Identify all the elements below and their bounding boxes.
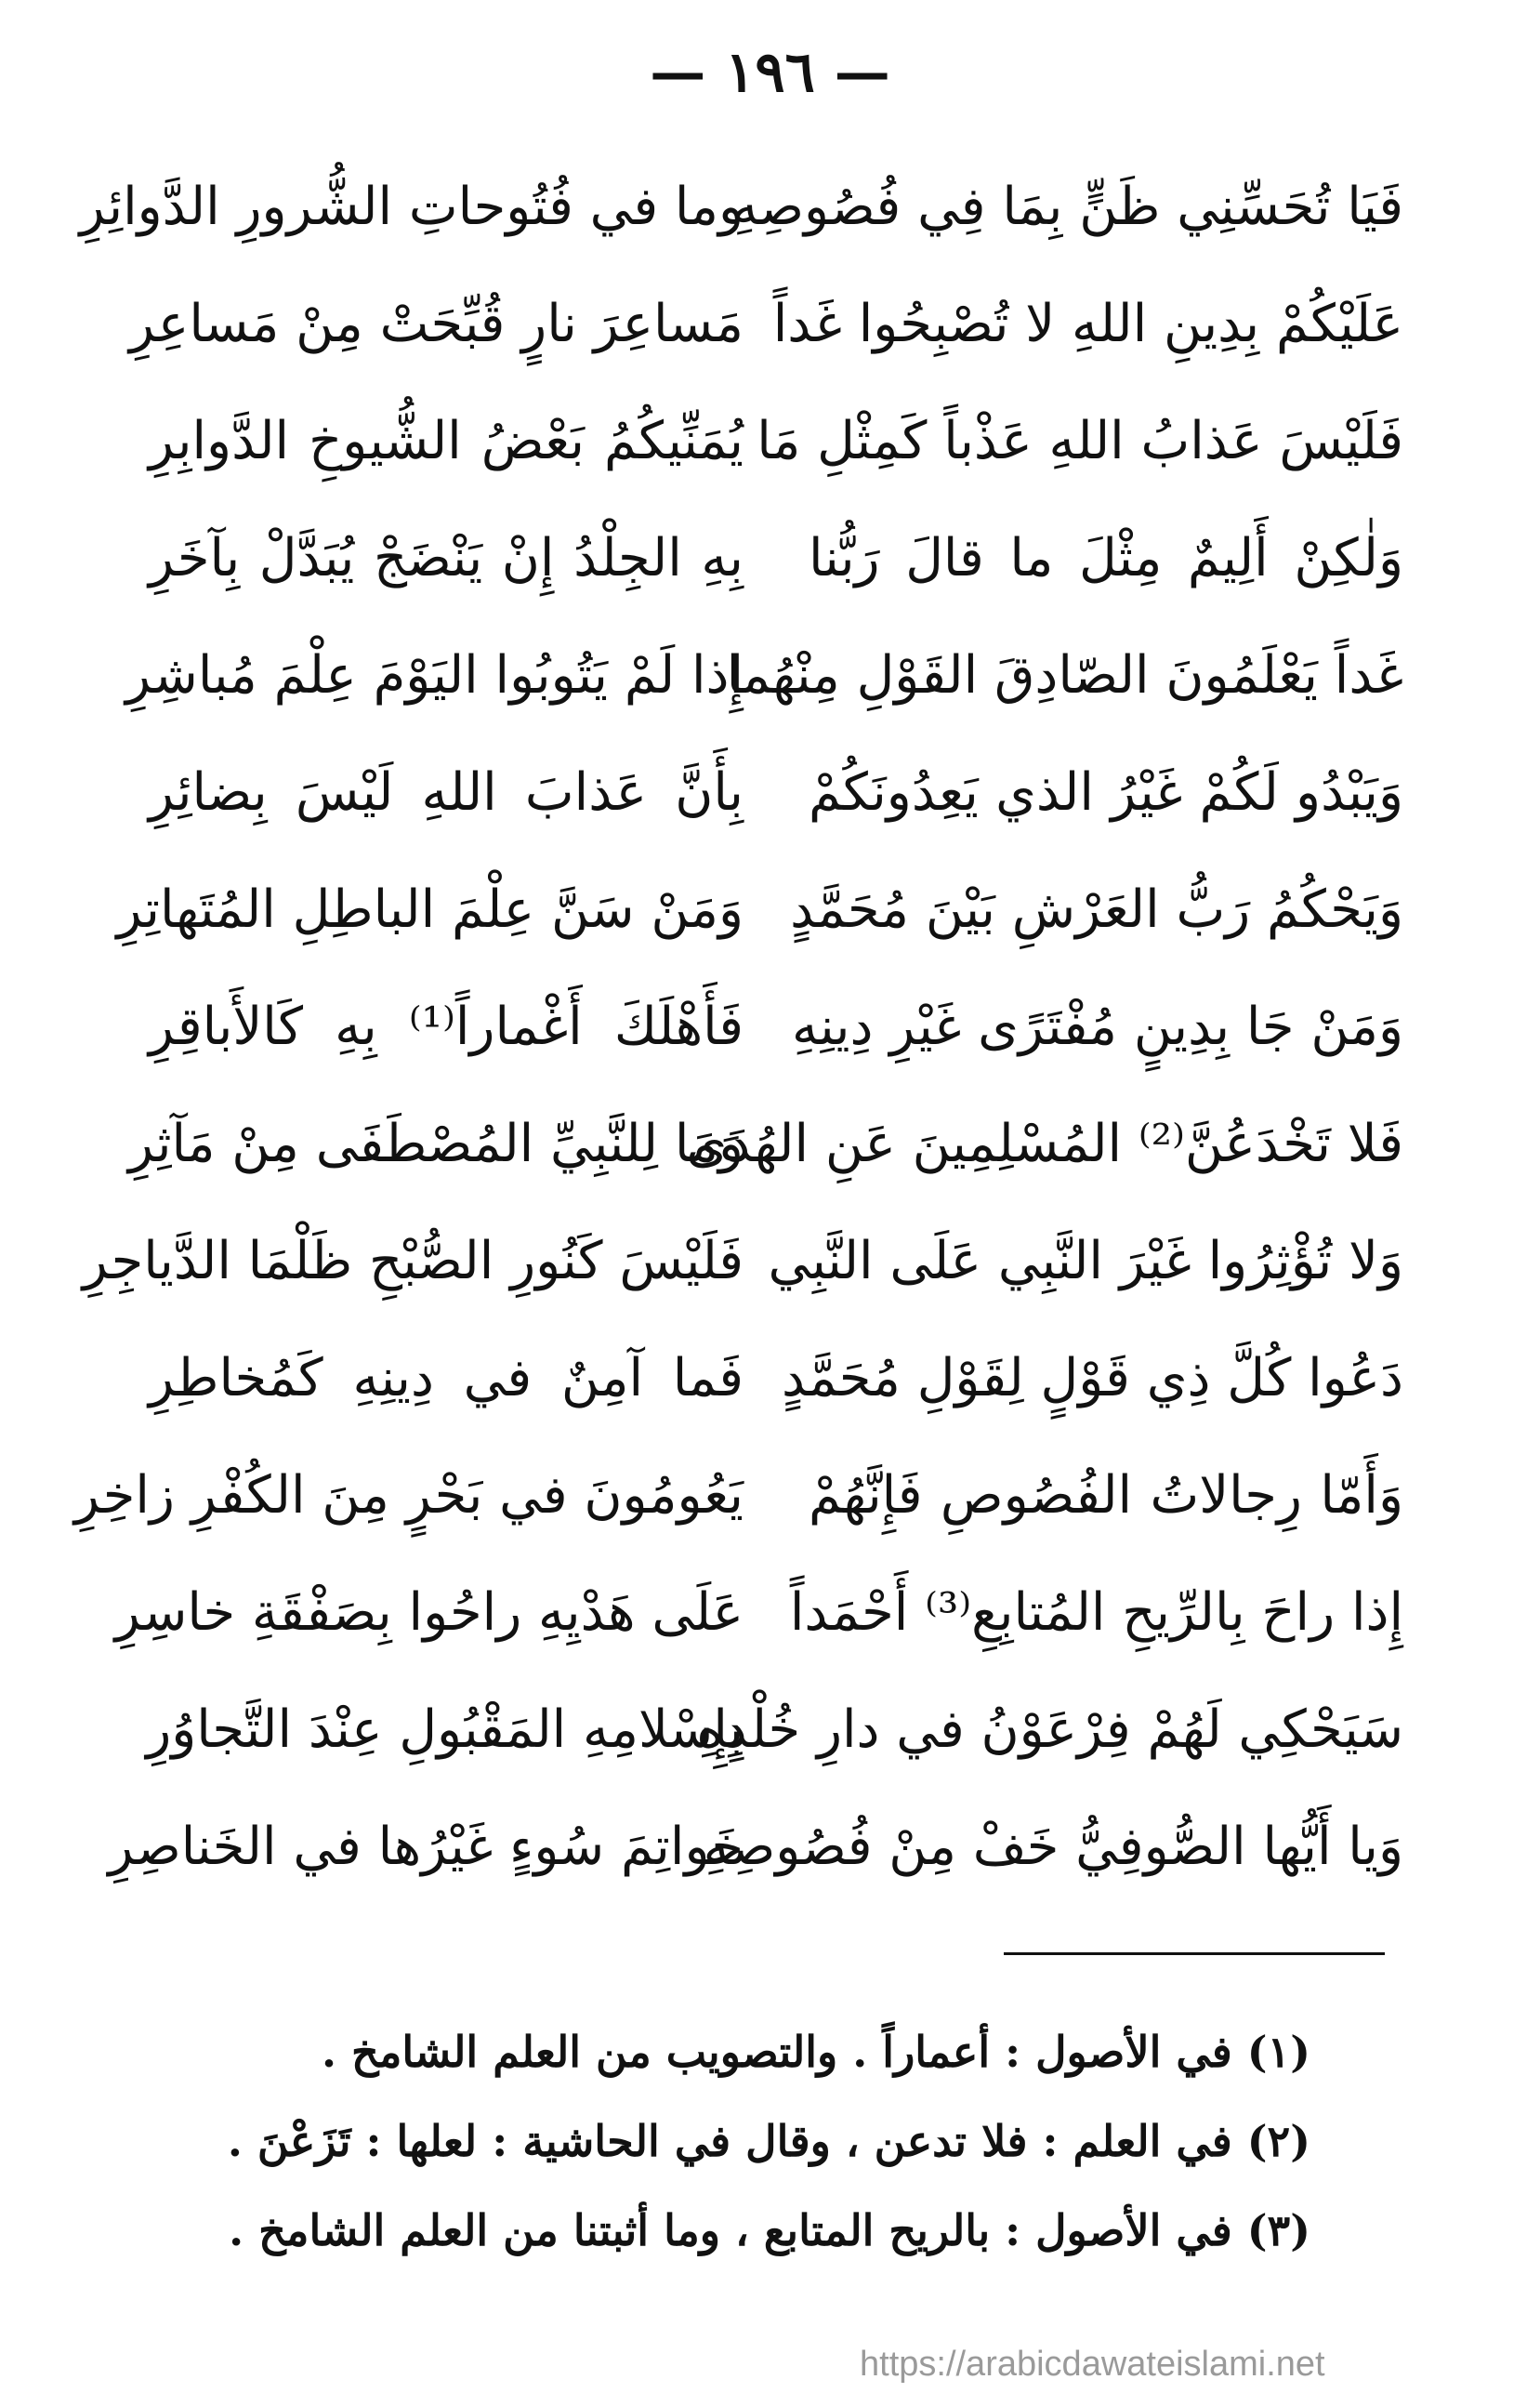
verse	[146, 1672, 1403, 1789]
verse-first-hemistich: وَلٰكِنْ أَلِيمٌ مِثْلَ ما قالَ رَبُّنا	[809, 528, 1403, 588]
verse	[114, 1554, 1403, 1672]
verse	[108, 1789, 1403, 1906]
verse-second-hemistich: يَعُومُونَ في بَحْرٍ مِنَ الكُفْرِ زاخِرِ	[73, 1465, 744, 1526]
verse	[73, 1437, 1403, 1554]
verse-second-hemistich: مَساعِرَ نارٍ قُبِّحَتْ مِنْ مَساعِرِ	[129, 294, 744, 354]
verse-first-hemistich: وَيَبْدُو لَكُمْ غَيْرُ الذي يَعِدُونَكُمْ	[809, 762, 1403, 823]
verse-first-hemistich: فَيَا تُحَسِّنِي ظَنٍّ بِمَا فِي فُصُوصِهِ	[731, 177, 1403, 237]
verse-second-hemistich: بِإِسْلامِهِ المَقْبُولِ عِنْدَ التَّجاوُرِ	[146, 1699, 744, 1760]
verse	[82, 1203, 1403, 1320]
footnote-2: (٢) في العلم : فلا تدعن ، وقال في الحاشية : لعلها : تَزَعْنَ .	[227, 2116, 1310, 2166]
page-number: — ١٩٦ —	[650, 40, 890, 105]
verse-second-hemistich: عَلَى هَدْيِهِ راحُوا بِصَفْقَةِ خاسِرِ	[114, 1582, 744, 1643]
verse-second-hemistich: بِهِ الجِلْدُ إِنْ يَنْضَجْ يُبَدَّلْ بِآخَرِ	[149, 528, 744, 588]
verse-second-hemistich: وَمَا لِلنَّبِيِّ المُصْطَفَى مِنْ مَآثِرِ	[127, 1114, 744, 1174]
verse-second-hemistich: وما في فُتُوحاتِ الشُّرورِ الدَّوائِرِ	[79, 177, 744, 237]
verse	[149, 500, 1403, 617]
verse-second-hemistich: فَأَهْلَكَ أَغْماراً⁽¹⁾ بِهِ كَالأَباقِرِ	[149, 997, 744, 1057]
verse	[116, 852, 1403, 969]
poem	[73, 149, 1403, 1906]
verse	[149, 1320, 1403, 1437]
verse-first-hemistich: وَمَنْ جَا بِدِينٍ مُفْتَرًى غَيْرِ دِينِهِ	[791, 997, 1403, 1057]
footnote-divider	[1004, 1952, 1385, 1955]
verse-second-hemistich: إِذا لَمْ يَتُوبُوا اليَوْمَ عِلْمَ مُباشِرِ	[125, 645, 744, 706]
verse-first-hemistich: فَلَيْسَ عَذابُ اللهِ عَذْباً كَمِثْلِ مَا	[757, 411, 1403, 471]
verse	[127, 1086, 1403, 1203]
verse	[149, 734, 1403, 852]
verse-first-hemistich: وَيا أَيُّها الصُّوفِيُّ خَفْ مِنْ فُصُوصِهِ	[703, 1817, 1403, 1877]
verse-second-hemistich: وَمَنْ سَنَّ عِلْمَ الباطِلِ المُتَهاتِرِ	[116, 879, 744, 940]
verse-first-hemistich: وَيَحْكُمُ رَبُّ العَرْشِ بَيْنَ مُحَمَّدٍ	[790, 879, 1403, 940]
verse-first-hemistich: وَلا تُؤْثِرُوا غَيْرَ النَّبِي عَلَى النَّبِي	[768, 1231, 1403, 1291]
verse-second-hemistich: يُمَنِّيكُمُ بَعْضُ الشُّيوخِ الدَّوابِرِ	[149, 411, 744, 471]
footnote-1: (١) في الأصول : أعماراً . والتصويب من العلم الشامخ .	[321, 2027, 1310, 2077]
verse-first-hemistich: عَلَيْكُمْ بِدِينِ اللهِ لا تُصْبِحُوا غَداً	[772, 294, 1403, 354]
verse-first-hemistich: وَأَمّا رِجالاتُ الفُصُوصِ فَإِنَّهُمْ	[809, 1465, 1403, 1526]
verse	[125, 617, 1403, 734]
verse-second-hemistich: فَلَيْسَ كَنُورِ الصُّبْحِ ظَلْمَا الدَّياجِرِ	[82, 1231, 744, 1291]
footnotes	[227, 2008, 1310, 2276]
verse-first-hemistich: فَلا تَخْدَعُنَّ⁽²⁾ المُسْلِمِينَ عَنِ الهُدَى	[686, 1114, 1403, 1174]
verse-first-hemistich: سَيَحْكِي لَهُمْ فِرْعَوْنُ في دارِ خُلْدِهِ	[696, 1699, 1403, 1760]
footnote-3: (٣) في الأصول : بالريح المتابع ، وما أثبتنا من العلم الشامخ .	[229, 2205, 1310, 2255]
verse	[79, 149, 1403, 266]
verse-second-hemistich: فَما آمِنٌ في دِينِهِ كَمُخاطِرِ	[149, 1348, 744, 1408]
verse-second-hemistich: بِأَنَّ عَذابَ اللهِ لَيْسَ بِضائِرِ	[149, 762, 744, 823]
verse	[149, 969, 1403, 1086]
source-watermark-link[interactable]: https://arabicdawateislami.net	[860, 2345, 1325, 2384]
verse-first-hemistich: إِذا راحَ بِالرِّيحِ المُتابِعِ⁽³⁾ أَحْمَداً	[789, 1582, 1403, 1643]
verse-second-hemistich: خَواتِمَ سُوءٍ غَيْرُها في الخَناصِرِ	[108, 1817, 744, 1877]
verse-first-hemistich: غَداً يَعْلَمُونَ الصّادِقَ القَوْلِ مِنْهُما	[726, 645, 1403, 706]
verse-first-hemistich: دَعُوا كُلَّ ذِي قَوْلٍ لِقَوْلِ مُحَمَّدٍ	[782, 1348, 1403, 1408]
verse	[149, 383, 1403, 500]
verse	[129, 266, 1403, 383]
